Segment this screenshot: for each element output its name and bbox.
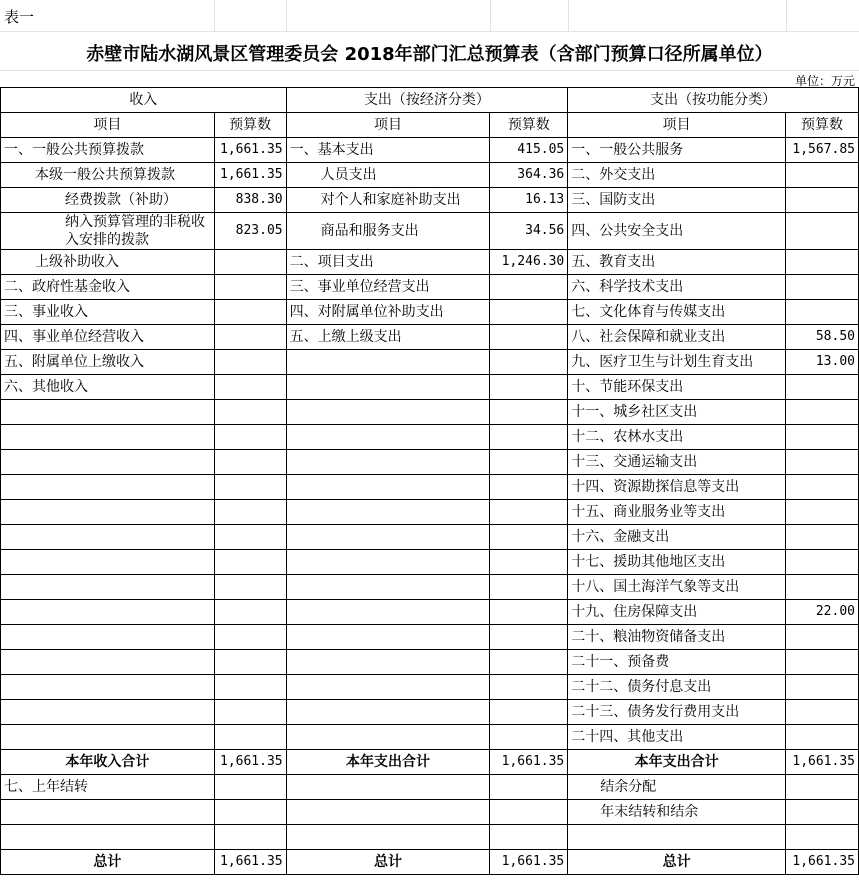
econ-amount-cell	[490, 500, 568, 525]
table-row	[1, 600, 859, 625]
table-row	[1, 450, 859, 475]
income-amount-cell	[214, 450, 286, 475]
income-amount-cell	[214, 300, 286, 325]
econ-item-cell	[286, 600, 490, 625]
econ-item-cell	[286, 825, 490, 850]
func-amount-cell	[785, 550, 858, 575]
econ-item-cell: 本年支出合计	[286, 750, 490, 775]
func-item-cell: 十九、住房保障支出	[568, 600, 786, 625]
table-row	[1, 300, 859, 325]
func-amount-cell: 1,661.35	[785, 850, 858, 875]
econ-amount-cell: 1,661.35	[490, 850, 568, 875]
func-item-cell: 六、科学技术支出	[568, 275, 786, 300]
table-row	[1, 400, 859, 425]
econ-amount-cell	[490, 350, 568, 375]
func-item-cell: 十五、商业服务业等支出	[568, 500, 786, 525]
func-item-cell: 十、节能环保支出	[568, 375, 786, 400]
econ-amount-cell	[490, 400, 568, 425]
func-amount-cell	[785, 800, 858, 825]
income-amount-cell	[214, 575, 286, 600]
income-item-cell	[1, 425, 215, 450]
econ-item-cell: 五、上缴上级支出	[286, 325, 490, 350]
table-row	[1, 475, 859, 500]
gridline	[786, 0, 787, 31]
econ-item-cell: 总计	[286, 850, 490, 875]
table-row	[1, 325, 859, 350]
income-item-header: 项目	[1, 113, 215, 138]
econ-item-cell	[286, 775, 490, 800]
econ-item-cell: 人员支出	[286, 163, 490, 188]
econ-item-header: 项目	[286, 113, 490, 138]
econ-amount-cell: 364.36	[490, 163, 568, 188]
econ-item-cell: 商品和服务支出	[286, 213, 490, 250]
income-amount-cell	[214, 775, 286, 800]
column-header-row	[1, 113, 859, 138]
econ-item-cell	[286, 350, 490, 375]
income-amount-cell	[214, 275, 286, 300]
econ-item-cell	[286, 650, 490, 675]
table-row	[1, 725, 859, 750]
econ-group-header: 支出（按经济分类）	[286, 88, 568, 113]
table-row	[1, 750, 859, 775]
table-row	[1, 375, 859, 400]
econ-amount-cell	[490, 475, 568, 500]
func-item-cell: 一、一般公共服务	[568, 138, 786, 163]
func-item-cell: 十七、援助其他地区支出	[568, 550, 786, 575]
func-amount-cell	[785, 500, 858, 525]
gridline	[286, 0, 287, 31]
func-item-cell: 年末结转和结余	[568, 800, 786, 825]
econ-amount-cell	[490, 525, 568, 550]
func-group-header: 支出（按功能分类）	[568, 88, 859, 113]
func-amount-cell	[785, 300, 858, 325]
income-item-cell: 上级补助收入	[1, 250, 215, 275]
econ-amount-cell: 415.05	[490, 138, 568, 163]
income-amount-cell: 1,661.35	[214, 850, 286, 875]
table-row	[1, 425, 859, 450]
econ-amount-cell	[490, 325, 568, 350]
table-row	[1, 350, 859, 375]
table-row	[1, 675, 859, 700]
income-amount-header: 预算数	[214, 113, 286, 138]
func-item-cell: 八、社会保障和就业支出	[568, 325, 786, 350]
income-amount-cell	[214, 350, 286, 375]
income-amount-cell: 823.05	[214, 213, 286, 250]
income-item-cell	[1, 625, 215, 650]
econ-item-cell	[286, 525, 490, 550]
func-amount-cell: 22.00	[785, 600, 858, 625]
func-amount-cell	[785, 525, 858, 550]
income-item-cell	[1, 450, 215, 475]
income-amount-cell	[214, 475, 286, 500]
income-item-cell: 本年收入合计	[1, 750, 215, 775]
func-item-cell: 二、外交支出	[568, 163, 786, 188]
econ-item-cell	[286, 675, 490, 700]
func-amount-cell	[785, 475, 858, 500]
func-item-cell: 本年支出合计	[568, 750, 786, 775]
income-amount-cell: 1,661.35	[214, 138, 286, 163]
func-amount-cell	[785, 725, 858, 750]
income-group-header: 收入	[1, 88, 287, 113]
income-item-cell	[1, 550, 215, 575]
table-row	[1, 500, 859, 525]
econ-amount-cell	[490, 800, 568, 825]
func-amount-cell	[785, 275, 858, 300]
table-row	[1, 825, 859, 850]
income-item-cell: 经费拨款（补助）	[1, 188, 215, 213]
econ-amount-cell	[490, 575, 568, 600]
econ-item-cell	[286, 575, 490, 600]
income-item-cell	[1, 725, 215, 750]
income-amount-cell	[214, 675, 286, 700]
income-item-cell: 三、事业收入	[1, 300, 215, 325]
income-item-cell	[1, 475, 215, 500]
func-amount-cell	[785, 675, 858, 700]
income-item-cell: 五、附属单位上缴收入	[1, 350, 215, 375]
func-amount-cell: 58.50	[785, 325, 858, 350]
income-amount-cell	[214, 250, 286, 275]
econ-item-cell	[286, 625, 490, 650]
econ-amount-cell: 1,246.30	[490, 250, 568, 275]
func-item-header: 项目	[568, 113, 786, 138]
table-row	[1, 775, 859, 800]
income-amount-cell	[214, 500, 286, 525]
econ-amount-cell	[490, 625, 568, 650]
econ-item-cell	[286, 800, 490, 825]
group-header-row	[1, 88, 859, 113]
budget-table	[0, 87, 859, 875]
income-amount-cell	[214, 800, 286, 825]
econ-amount-cell	[490, 725, 568, 750]
table-row	[1, 188, 859, 213]
func-amount-cell	[785, 250, 858, 275]
func-amount-cell: 1,661.35	[785, 750, 858, 775]
func-item-cell: 十一、城乡社区支出	[568, 400, 786, 425]
func-item-cell: 二十一、预备费	[568, 650, 786, 675]
income-item-cell: 纳入预算管理的非税收入安排的拨款	[1, 213, 215, 250]
func-item-cell: 十八、国土海洋气象等支出	[568, 575, 786, 600]
income-amount-cell	[214, 375, 286, 400]
econ-item-cell	[286, 725, 490, 750]
income-item-cell	[1, 800, 215, 825]
econ-item-cell	[286, 700, 490, 725]
func-item-cell: 总计	[568, 850, 786, 875]
func-amount-cell	[785, 375, 858, 400]
income-item-cell: 四、事业单位经营收入	[1, 325, 215, 350]
econ-item-cell	[286, 475, 490, 500]
econ-item-cell	[286, 450, 490, 475]
income-item-cell	[1, 675, 215, 700]
income-item-cell	[1, 575, 215, 600]
page-title: 赤壁市陆水湖风景区管理委员会 2018年部门汇总预算表（含部门预算口径所属单位）	[86, 44, 773, 65]
income-amount-cell	[214, 550, 286, 575]
func-amount-cell	[785, 775, 858, 800]
gridline	[490, 0, 491, 31]
income-amount-cell: 838.30	[214, 188, 286, 213]
func-amount-cell	[785, 400, 858, 425]
income-item-cell	[1, 700, 215, 725]
table-row	[1, 800, 859, 825]
econ-item-cell: 四、对附属单位补助支出	[286, 300, 490, 325]
func-item-cell: 二十二、债务付息支出	[568, 675, 786, 700]
income-item-cell: 总计	[1, 850, 215, 875]
gridline	[214, 0, 215, 31]
econ-item-cell	[286, 550, 490, 575]
table-row	[1, 250, 859, 275]
func-amount-cell: 1,567.85	[785, 138, 858, 163]
income-amount-cell: 1,661.35	[214, 163, 286, 188]
income-amount-cell: 1,661.35	[214, 750, 286, 775]
func-item-cell: 十二、农林水支出	[568, 425, 786, 450]
econ-amount-cell	[490, 425, 568, 450]
func-amount-header: 预算数	[785, 113, 858, 138]
func-amount-cell	[785, 213, 858, 250]
econ-amount-header: 预算数	[490, 113, 568, 138]
econ-amount-cell	[490, 375, 568, 400]
func-item-cell: 二十三、债务发行费用支出	[568, 700, 786, 725]
econ-amount-cell	[490, 275, 568, 300]
income-item-cell	[1, 400, 215, 425]
sheet-label: 表一	[4, 8, 35, 26]
income-item-cell: 一、一般公共预算拨款	[1, 138, 215, 163]
income-amount-cell	[214, 325, 286, 350]
func-item-cell: 四、公共安全支出	[568, 213, 786, 250]
table-row	[1, 850, 859, 875]
econ-amount-cell	[490, 650, 568, 675]
econ-amount-cell	[490, 675, 568, 700]
income-amount-cell	[214, 625, 286, 650]
func-item-cell: 五、教育支出	[568, 250, 786, 275]
gridline	[0, 70, 859, 71]
econ-item-cell: 对个人和家庭补助支出	[286, 188, 490, 213]
income-amount-cell	[214, 825, 286, 850]
table-row	[1, 575, 859, 600]
func-item-cell: 七、文化体育与传媒支出	[568, 300, 786, 325]
econ-item-cell	[286, 500, 490, 525]
func-item-cell: 九、医疗卫生与计划生育支出	[568, 350, 786, 375]
income-amount-cell	[214, 525, 286, 550]
income-item-cell	[1, 600, 215, 625]
econ-amount-cell	[490, 825, 568, 850]
econ-amount-cell	[490, 300, 568, 325]
func-amount-cell	[785, 825, 858, 850]
income-item-cell	[1, 825, 215, 850]
econ-item-cell: 一、基本支出	[286, 138, 490, 163]
func-amount-cell	[785, 163, 858, 188]
table-row	[1, 213, 859, 250]
gridline	[0, 31, 859, 32]
econ-item-cell	[286, 400, 490, 425]
econ-amount-cell	[490, 600, 568, 625]
income-amount-cell	[214, 425, 286, 450]
econ-amount-cell: 34.56	[490, 213, 568, 250]
income-item-cell: 七、上年结转	[1, 775, 215, 800]
econ-amount-cell	[490, 450, 568, 475]
table-row	[1, 700, 859, 725]
gridline	[568, 0, 569, 31]
econ-amount-cell: 1,661.35	[490, 750, 568, 775]
func-item-cell	[568, 825, 786, 850]
income-amount-cell	[214, 600, 286, 625]
table-row	[1, 275, 859, 300]
income-item-cell: 二、政府性基金收入	[1, 275, 215, 300]
func-amount-cell	[785, 650, 858, 675]
econ-amount-cell	[490, 775, 568, 800]
econ-item-cell	[286, 375, 490, 400]
income-amount-cell	[214, 400, 286, 425]
func-item-cell: 十六、金融支出	[568, 525, 786, 550]
table-row	[1, 625, 859, 650]
income-item-cell: 六、其他收入	[1, 375, 215, 400]
table-row	[1, 138, 859, 163]
income-amount-cell	[214, 700, 286, 725]
econ-amount-cell	[490, 700, 568, 725]
func-item-cell: 二十、粮油物资储备支出	[568, 625, 786, 650]
func-item-cell: 十三、交通运输支出	[568, 450, 786, 475]
econ-amount-cell: 16.13	[490, 188, 568, 213]
table-row	[1, 163, 859, 188]
func-item-cell: 十四、资源勘探信息等支出	[568, 475, 786, 500]
func-amount-cell	[785, 575, 858, 600]
func-item-cell: 三、国防支出	[568, 188, 786, 213]
func-amount-cell	[785, 625, 858, 650]
unit-label: 单位：万元	[794, 74, 855, 88]
table-row	[1, 650, 859, 675]
econ-item-cell	[286, 425, 490, 450]
func-amount-cell: 13.00	[785, 350, 858, 375]
income-amount-cell	[214, 725, 286, 750]
income-amount-cell	[214, 650, 286, 675]
table-row	[1, 525, 859, 550]
table-row	[1, 550, 859, 575]
econ-item-cell: 二、项目支出	[286, 250, 490, 275]
func-amount-cell	[785, 450, 858, 475]
income-item-cell: 本级一般公共预算拨款	[1, 163, 215, 188]
econ-item-cell: 三、事业单位经营支出	[286, 275, 490, 300]
func-amount-cell	[785, 188, 858, 213]
income-item-cell	[1, 525, 215, 550]
func-amount-cell	[785, 425, 858, 450]
func-item-cell: 结余分配	[568, 775, 786, 800]
func-item-cell: 二十四、其他支出	[568, 725, 786, 750]
income-item-cell	[1, 500, 215, 525]
func-amount-cell	[785, 700, 858, 725]
econ-amount-cell	[490, 550, 568, 575]
income-item-cell	[1, 650, 215, 675]
